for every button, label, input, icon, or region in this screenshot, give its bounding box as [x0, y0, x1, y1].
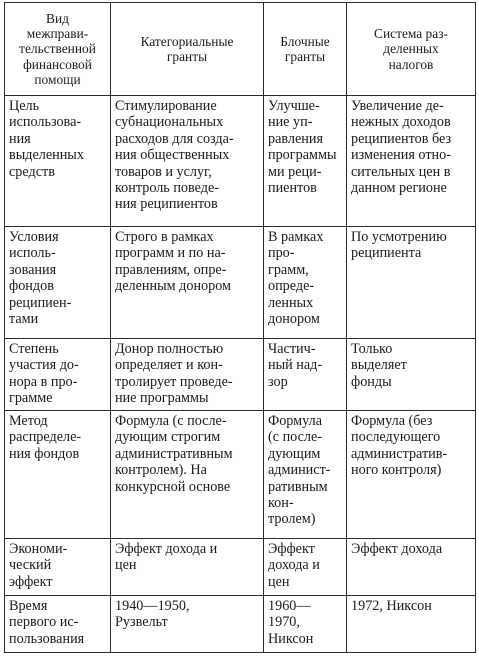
- header-aid-type: Вид межправи- тельственной финансовой помощи: [5, 3, 111, 96]
- header-row: [5, 3, 476, 96]
- cell-block: В рамках про- грамм, опреде- ленных донором: [264, 227, 347, 339]
- grants-comparison-table: [4, 2, 476, 653]
- row-label-distribution-method: Метод распределе- ния фондов: [5, 411, 111, 539]
- cell-tax-sharing: 1972, Никсон: [347, 596, 476, 653]
- cell-block: Эффект дохода и цен: [264, 539, 347, 596]
- cell-categorical: Эффект дохода и цен: [111, 539, 264, 596]
- table-row: [5, 411, 476, 539]
- table-body: [5, 96, 476, 653]
- cell-categorical: Строго в рамках программ и по на- правлениям, опре- деленным донором: [111, 227, 264, 339]
- cell-tax-sharing: Только выделяет фонды: [347, 339, 476, 411]
- table-row: [5, 596, 476, 653]
- cell-block: 1960— 1970, Никсон: [264, 596, 347, 653]
- header-categorical-grants: Категориальные гранты: [111, 3, 264, 96]
- cell-tax-sharing: Эффект дохода: [347, 539, 476, 596]
- table-row: [5, 96, 476, 227]
- cell-categorical: 1940—1950, Рузвельт: [111, 596, 264, 653]
- cell-categorical: Донор полностью определяет и кон- тролирует проведе- ние программы: [111, 339, 264, 411]
- table-row: [5, 339, 476, 411]
- cell-block: Формула (с после- дующим админист- ративным кон- тролем): [264, 411, 347, 539]
- cell-categorical: Стимулирование субнациональных расходов для созда- ния общественных товаров и услуг, контроль поведе- ния реципиентов: [111, 96, 264, 227]
- table-row: [5, 227, 476, 339]
- cell-block: Частич- ный над- зор: [264, 339, 347, 411]
- row-label-conditions: Условия исполь- зования фондов реципиен- тами: [5, 227, 111, 339]
- header-tax-sharing: Система раз- деленных налогов: [347, 3, 476, 96]
- row-label-economic-effect: Экономи- ческий эффект: [5, 539, 111, 596]
- header-block-grants: Блочные гранты: [264, 3, 347, 96]
- cell-tax-sharing: Формула (без последующего административ- ного контроля): [347, 411, 476, 539]
- cell-tax-sharing: Увеличение де- нежных доходов реципиентов без изменения отно- сительных цен в данном регионе: [347, 96, 476, 227]
- table-row: [5, 539, 476, 596]
- row-label-first-use: Время первого ис- пользования: [5, 596, 111, 653]
- table-header: [5, 3, 476, 96]
- cell-categorical: Формула (с после- дующим строгим административным контролем). На конкурсной основе: [111, 411, 264, 539]
- cell-block: Улучше- ние уп- равления программы ми реци- пиентов: [264, 96, 347, 227]
- row-label-purpose: Цель использова- ния выделенных средств: [5, 96, 111, 227]
- cell-tax-sharing: По усмотрению реципиента: [347, 227, 476, 339]
- row-label-participation: Степень участия до- нора в про- грамме: [5, 339, 111, 411]
